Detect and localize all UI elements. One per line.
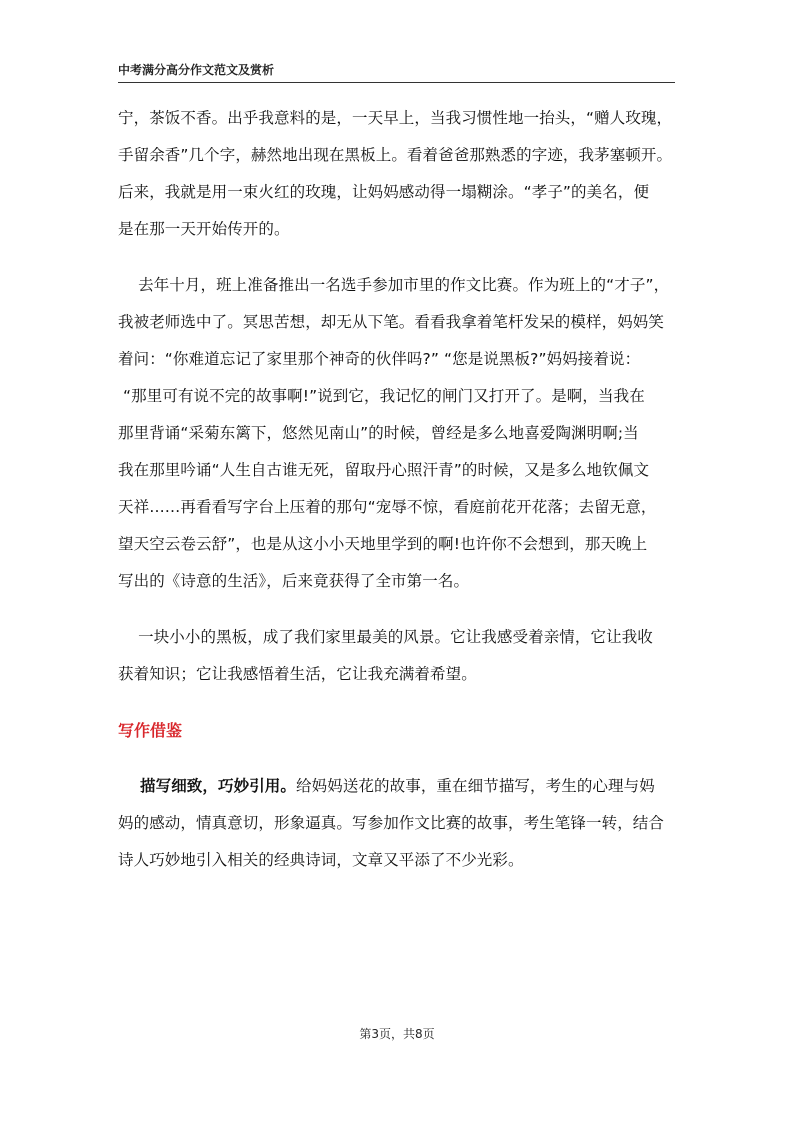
analysis-line-rest: 给妈妈送花的故事，重在细节描写，考生的心理与妈: [296, 777, 655, 795]
text-line: 诗人巧妙地引入相关的经典诗词，文章又平添了不少光彩。: [118, 851, 524, 869]
text-line: 望天空云卷云舒”，也是从这小小天地里学到的啊!也许你不会想到，那天晚上: [118, 535, 648, 553]
text-line: 宁，茶饭不香。出乎我意料的是，一天早上，当我习惯性地一抬头，“赠人玫瑰，: [118, 109, 673, 127]
document-body: [118, 100, 690, 879]
text-line: 妈的感动，情真意切，形象逼真。写参加作文比赛的故事，考生笔锋一转，结合: [118, 814, 665, 832]
text-line: “那里可有说不完的故事啊!”说到它，我记忆的闸门又打开了。是啊，当我在: [118, 387, 645, 405]
paragraph-3: [118, 619, 690, 693]
paragraph-1: [118, 100, 690, 248]
text-line: 着问：“你难道忘记了家里那个神奇的伙伴吗?” “您是说黑板?”妈妈接着说：: [118, 350, 641, 368]
text-line: 写出的《诗意的生活》，后来竟获得了全市第一名。: [118, 572, 470, 590]
text-line: 我在那里吟诵“人生自古谁无死，留取丹心照汗青”的时候，又是多么地钦佩文: [118, 461, 650, 479]
text-line: [118, 768, 690, 805]
text-line: 那里背诵“采菊东篱下，悠然见南山”的时候，曾经是多么地喜爱陶渊明啊;当: [118, 424, 639, 442]
text-line: 我被老师选中了。冥思苦想，却无从下笔。看看我拿着笔杆发呆的模样，妈妈笑: [118, 313, 665, 331]
text-line: 一块小小的黑板，成了我们家里最美的风景。它让我感受着亲情，它让我收: [118, 628, 653, 646]
document-header: 中考满分高分作文范文及赏析: [118, 61, 675, 83]
section-title: 写作借鉴: [118, 721, 183, 740]
page-number: 第3页，共8页: [359, 1027, 435, 1041]
text-line: 是在那一天开始传开的。: [118, 220, 290, 238]
analysis-lead: 描写细致，巧妙引用。: [140, 777, 297, 795]
text-line: 手留余香”几个字，赫然地出现在黑板上。看着爸爸那熟悉的字迹，我茅塞顿开。: [118, 146, 673, 164]
paragraph-2: [118, 267, 690, 600]
text-line: 去年十月，班上准备推出一名选手参加市里的作文比赛。作为班上的“才子”，: [118, 276, 670, 294]
text-line: 获着知识；它让我感悟着生活，它让我充满着希望。: [118, 665, 477, 683]
text-line: 天祥……再看看写字台上压着的那句“宠辱不惊，看庭前花开花落；去留无意，: [118, 498, 657, 516]
analysis-paragraph: [118, 768, 690, 879]
text-line: 后来，我就是用一束火红的玫瑰，让妈妈感动得一塌糊涂。“孝子”的美名，便: [118, 183, 650, 201]
